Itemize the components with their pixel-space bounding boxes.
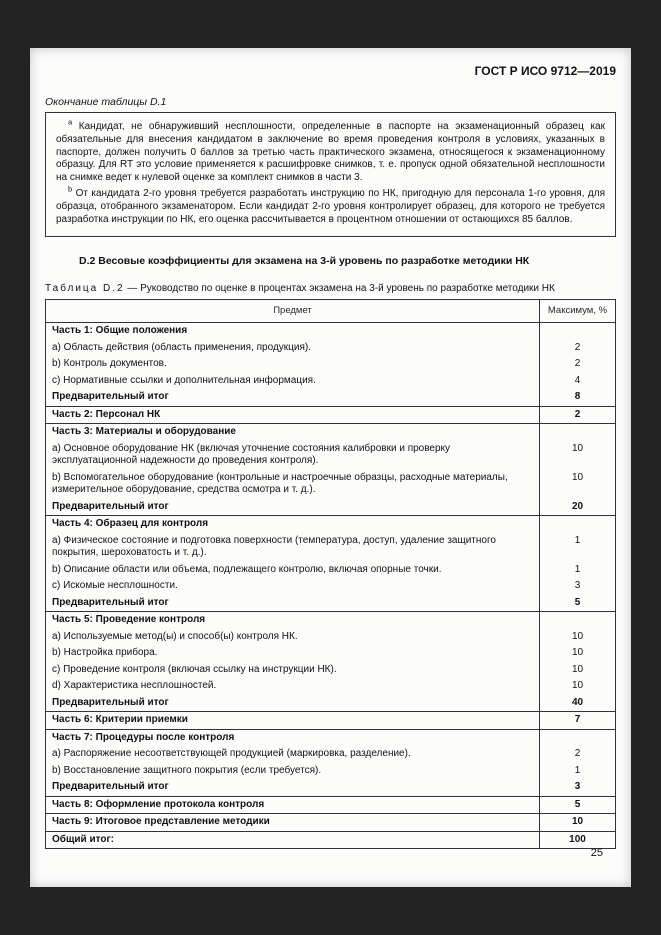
row-max-percent <box>540 323 616 340</box>
table-row <box>46 441 616 470</box>
row-max-percent: 2 <box>540 356 616 373</box>
footnote-box <box>45 112 616 237</box>
row-subject: Часть 7: Процедуры после контроля <box>46 729 540 746</box>
row-subject: b) Описание области или объема, подлежащего контролю, включая опорные точки. <box>46 562 540 579</box>
table-row <box>46 373 616 390</box>
table-caption-label: Таблица D.2 <box>45 283 125 295</box>
table-row <box>46 595 616 612</box>
table-row <box>46 695 616 712</box>
table-row <box>46 629 616 646</box>
row-max-percent: 3 <box>540 578 616 595</box>
row-max-percent: 7 <box>540 712 616 730</box>
footnote-a-marker: a <box>68 117 73 127</box>
table-row <box>46 389 616 406</box>
table-caption <box>45 283 616 294</box>
row-subject: a) Используемые метод(ы) и способ(ы) контроля НК. <box>46 629 540 646</box>
table-row <box>46 612 616 629</box>
row-max-percent: 10 <box>540 470 616 499</box>
row-max-percent: 20 <box>540 499 616 516</box>
table-caption-text: — Руководство по оценке в процентах экзамена на 3-й уровень по разработке методики НК <box>127 283 555 295</box>
table-row <box>46 356 616 373</box>
row-subject: Предварительный итог <box>46 389 540 406</box>
row-subject: Предварительный итог <box>46 499 540 516</box>
row-max-percent: 10 <box>540 441 616 470</box>
row-max-percent: 1 <box>540 562 616 579</box>
row-max-percent: 10 <box>540 662 616 679</box>
row-subject: b) Восстановление защитного покрытия (если требуется). <box>46 763 540 780</box>
table-row <box>46 562 616 579</box>
row-max-percent <box>540 729 616 746</box>
page-number: 25 <box>590 847 603 859</box>
row-subject: Часть 3: Материалы и оборудование <box>46 424 540 441</box>
row-subject: a) Распоряжение несоответствующей продукцией (маркировка, разделение). <box>46 746 540 763</box>
row-subject: Предварительный итог <box>46 779 540 796</box>
row-subject: c) Нормативные ссылки и дополнительная информация. <box>46 373 540 390</box>
row-subject: a) Основное оборудование НК (включая уточнение состояния калибровки и проверку эксплуатационной надежности до проведения контроля). <box>46 441 540 470</box>
row-subject: Часть 9: Итоговое представление методики <box>46 814 540 832</box>
footnote-b <box>56 184 605 226</box>
row-subject: Часть 1: Общие положения <box>46 323 540 340</box>
row-subject: a) Область действия (область применения, продукция). <box>46 340 540 357</box>
row-subject: Предварительный итог <box>46 695 540 712</box>
row-subject: d) Характеристика несплошностей. <box>46 678 540 695</box>
table-row <box>46 729 616 746</box>
weights-table <box>45 299 616 849</box>
row-max-percent <box>540 612 616 629</box>
table-row <box>46 645 616 662</box>
row-max-percent: 2 <box>540 746 616 763</box>
row-max-percent: 2 <box>540 406 616 424</box>
table-row <box>46 533 616 562</box>
table-row <box>46 424 616 441</box>
row-subject: b) Вспомогательное оборудование (контрольные и настроечные образцы, расходные материалы, измерительное оборудование, средства осмотра и т. д.). <box>46 470 540 499</box>
table-row <box>46 662 616 679</box>
table-row <box>46 678 616 695</box>
row-subject: c) Искомые несплошности. <box>46 578 540 595</box>
section-heading: D.2 Весовые коэффициенты для экзамена на 3-й уровень по разработке методики НК <box>79 255 530 268</box>
row-max-percent: 1 <box>540 533 616 562</box>
row-subject: b) Настройка прибора. <box>46 645 540 662</box>
row-max-percent: 10 <box>540 814 616 832</box>
footnote-b-text: От кандидата 2-го уровня требуется разработать инструкцию по НК, пригодную для персонала 1-го уровня, для образца, отобранного экзаменатором. Если кандидат 2-го уровня контролирует образец, для которого не требуется разработка инструкции по НК, его оценка рассчитывается в процентном отношении от остающихся 85 баллов. <box>56 187 605 225</box>
table-row <box>46 578 616 595</box>
row-subject: Часть 4: Образец для контроля <box>46 516 540 533</box>
row-max-percent: 4 <box>540 373 616 390</box>
row-subject: Часть 2: Персонал НК <box>46 406 540 424</box>
table-row <box>46 516 616 533</box>
table-body <box>46 323 616 849</box>
row-max-percent: 3 <box>540 779 616 796</box>
row-max-percent: 5 <box>540 796 616 814</box>
row-max-percent: 40 <box>540 695 616 712</box>
row-subject: Часть 6: Критерии приемки <box>46 712 540 730</box>
table-row <box>46 340 616 357</box>
table-row <box>46 406 616 424</box>
table-row <box>46 323 616 340</box>
row-subject: c) Проведение контроля (включая ссылку на инструкции НК). <box>46 662 540 679</box>
row-max-percent <box>540 424 616 441</box>
document-page <box>30 48 631 887</box>
footnote-a-text: Кандидат, не обнаруживший несплошности, определенные в паспорте на экзаменационный образец как обязательные для внесения кандидатом в заключение во время проведения контроля в условиях, указанных в паспорте, должен получить 0 баллов за третью часть практического экзамена, относящегося к экзаменационному образцу. Для RT это условие применяется к расшифровке снимков, т. е. пропуск одной обязательной несплошности на снимке ведет к нулевой оценке за комплект снимков в части 3. <box>56 121 605 184</box>
row-subject: Часть 5: Проведение контроля <box>46 612 540 629</box>
row-max-percent: 100 <box>540 831 616 849</box>
table-row <box>46 763 616 780</box>
row-max-percent: 8 <box>540 389 616 406</box>
row-max-percent: 10 <box>540 678 616 695</box>
column-header-subject: Предмет <box>46 300 540 323</box>
row-max-percent <box>540 516 616 533</box>
row-max-percent: 1 <box>540 763 616 780</box>
row-subject: a) Физическое состояние и подготовка поверхности (температура, доступ, удаление защитного покрытия, шероховатость и т. д.). <box>46 533 540 562</box>
table-row <box>46 779 616 796</box>
table-row <box>46 796 616 814</box>
row-subject: Общий итог: <box>46 831 540 849</box>
row-max-percent: 2 <box>540 340 616 357</box>
row-subject: Часть 8: Оформление протокола контроля <box>46 796 540 814</box>
row-max-percent: 10 <box>540 629 616 646</box>
table-row <box>46 470 616 499</box>
row-max-percent: 5 <box>540 595 616 612</box>
table-row <box>46 746 616 763</box>
table-row <box>46 814 616 832</box>
footnote-b-marker: b <box>68 184 73 194</box>
table-row <box>46 712 616 730</box>
table-row <box>46 831 616 849</box>
table-continuation-note: Окончание таблицы D.1 <box>45 96 167 108</box>
row-subject: b) Контроль документов. <box>46 356 540 373</box>
document-title-header: ГОСТ Р ИСО 9712—2019 <box>474 64 616 78</box>
footnote-a <box>56 117 605 185</box>
table-row <box>46 499 616 516</box>
column-header-max: Максимум, % <box>540 300 616 323</box>
row-max-percent: 10 <box>540 645 616 662</box>
row-subject: Предварительный итог <box>46 595 540 612</box>
table-header-row <box>46 300 616 323</box>
